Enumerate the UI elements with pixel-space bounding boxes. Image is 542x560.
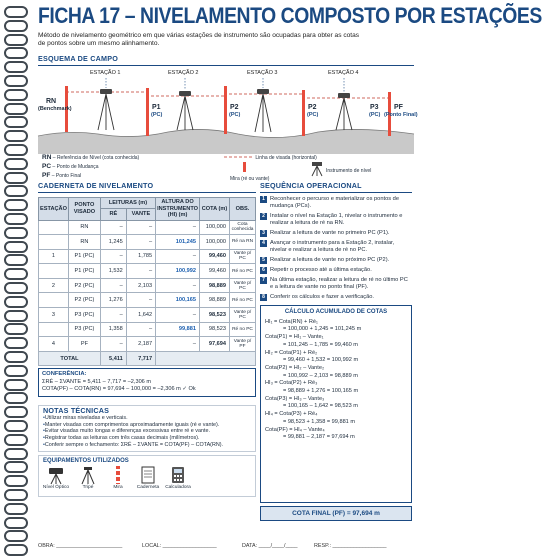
step-number: 5	[260, 257, 267, 264]
point-label-p2b: P2	[308, 104, 317, 111]
sequence-step	[260, 294, 412, 301]
legend-rn-key: RN	[42, 154, 52, 161]
left-column	[38, 181, 256, 497]
cell-obs: Ré no PC	[230, 293, 256, 308]
col-cota: COTA (m)	[200, 198, 230, 221]
legend-instrument	[310, 162, 324, 178]
step-number: 4	[260, 240, 267, 247]
resp-field[interactable]: RESP.: __________________	[314, 543, 387, 549]
step-number: 8	[260, 294, 267, 301]
cell-re: –	[100, 278, 126, 293]
cell-vante: 1,642	[126, 308, 155, 323]
step-text: Reconhecer o percurso e materializar os pontos de mudança (PCs).	[270, 196, 399, 209]
spiral-ring	[4, 144, 28, 156]
technical-notes	[38, 405, 256, 452]
calc-heading: CÁLCULO ACUMULADO DE COTAS	[284, 309, 388, 315]
rn-sub-label: (Benchmark)	[38, 106, 72, 112]
spiral-binding	[0, 0, 34, 560]
cell-obs: Ré no PC	[230, 322, 256, 337]
cell-point: P1 (PC)	[68, 264, 100, 279]
spiral-ring	[4, 61, 28, 73]
legend-pf-key: PF	[42, 172, 51, 179]
step-number: 3	[260, 230, 267, 237]
legend-staff	[243, 162, 246, 174]
col-readings: LEITURAS (m)	[100, 198, 155, 209]
step-text: Realizar a leitura de vante no primeiro PC (P1).	[270, 230, 390, 236]
cell-point: RN	[68, 235, 100, 250]
conference-line-2: COTA(PF) – COTA(RN) = 97,694 – 100,000 = –2,306 m ✓ Ok	[42, 386, 196, 393]
calc-line: Cota(P2) = HI₂ – Vante₂	[265, 364, 325, 371]
cell-obs: Ré na RN	[230, 235, 256, 250]
spiral-ring	[4, 544, 28, 556]
cell-cota: 99,460	[200, 249, 230, 264]
col-point: PONTO VISADO	[68, 198, 100, 221]
cell-obs: Vante p/ PC	[230, 308, 256, 323]
cell-station	[39, 264, 69, 279]
calc-line: Cota(PF) = HI₄ – Vante₄	[265, 426, 325, 433]
point-label-p1: P1	[152, 104, 161, 111]
col-vante: VANTE	[126, 209, 155, 220]
spiral-ring	[4, 185, 28, 197]
cell-point: P1 (PC)	[68, 249, 100, 264]
table-row	[39, 220, 256, 235]
cell-hi: –	[156, 308, 200, 323]
cell-hi: –	[156, 249, 200, 264]
note-item: • Manter visadas com comprimentos aproximadamente iguais (ré e vante).	[43, 422, 251, 429]
station-label-1: ESTAÇÃO 1	[90, 70, 121, 76]
step-number: 6	[260, 267, 267, 274]
cell-obs: Cota conhecida	[230, 220, 256, 235]
point-label-p2a: P2	[230, 104, 239, 111]
note-item: • Registrar todas as leituras com três casas decimais (milímetros).	[43, 435, 251, 442]
notebook-icon	[139, 466, 157, 484]
cell-vante: 1,785	[126, 249, 155, 264]
cell-total-re: 5,411	[100, 351, 126, 366]
cell-re: –	[100, 249, 126, 264]
rn-label: RN	[46, 98, 57, 105]
spiral-ring	[4, 503, 28, 515]
spiral-ring	[4, 227, 28, 239]
point-sub-p2a: (PC)	[229, 112, 241, 118]
legend-staff-text: Mira (ré ou vante)	[230, 176, 270, 182]
note-item: • Utilizar miras niveladas e verticais.	[43, 415, 251, 422]
station-label-2: ESTAÇÃO 2	[168, 70, 199, 76]
cell-point: P2 (PC)	[68, 278, 100, 293]
calc-line: = 98,889 + 1,276 = 100,165 m	[283, 388, 359, 395]
step-number: 7	[260, 277, 267, 284]
table-row	[39, 322, 256, 337]
spiral-ring	[4, 116, 28, 128]
spiral-ring	[4, 6, 28, 18]
equipment-level	[41, 466, 71, 490]
cumulative-calc-box	[260, 305, 412, 503]
cell-vante: 2,187	[126, 337, 155, 352]
station-label-4: ESTAÇÃO 4	[328, 70, 359, 76]
cell-re: 1,276	[100, 293, 126, 308]
sequence-step	[260, 196, 412, 210]
legend-pf-text: – Ponto Final	[51, 173, 82, 179]
calc-line: = 100,992 – 2,103 = 98,889 m	[283, 372, 358, 379]
table-total-row	[39, 351, 256, 366]
spiral-ring	[4, 365, 28, 377]
cell-hi: 100,165	[156, 293, 200, 308]
table-row	[39, 249, 256, 264]
cell-total-vante: 7,717	[126, 351, 155, 366]
spiral-ring	[4, 130, 28, 142]
calc-line: HI₄ = Cota(P3) + Ré₄	[265, 411, 318, 418]
station-label-3: ESTAÇÃO 3	[247, 70, 278, 76]
spiral-ring	[4, 517, 28, 529]
spiral-ring	[4, 461, 28, 473]
staff-rod-icon	[109, 466, 127, 484]
spiral-ring	[4, 34, 28, 46]
cell-hi: –	[156, 337, 200, 352]
sequence-step	[260, 267, 412, 274]
conference-box	[38, 368, 256, 397]
cell-station	[39, 293, 69, 308]
spiral-ring	[4, 351, 28, 363]
calc-line: = 98,523 + 1,358 = 99,881 m	[283, 418, 356, 425]
cell-station: 2	[39, 278, 69, 293]
table-row	[39, 264, 256, 279]
dashed-line-icon	[224, 155, 254, 159]
cell-obs: Vante p/ PC	[230, 249, 256, 264]
cell-cota: 98,523	[200, 308, 230, 323]
sequence-step	[260, 213, 412, 227]
step-text: Instalar o nível na Estação 1, nivelar o instrumento e realizar a leitura de ré na RN.	[270, 213, 403, 226]
cell-hi: 100,992	[156, 264, 200, 279]
spiral-ring	[4, 475, 28, 487]
calc-line: = 100,000 + 1,245 = 101,245 m	[283, 326, 362, 333]
intro-text: Método de nivelamento geométrico em que várias estações de instrumento são ocupadas para obter as cotas de pontos sobre um mesmo alinhamento.	[38, 32, 360, 47]
leveling-table	[38, 197, 256, 366]
cell-obs: Vante p/ PF	[230, 337, 256, 352]
note-item: • Evitar visadas muito longas e diferenças excessivas entre ré e vante.	[43, 428, 251, 435]
cell-hi: 99,881	[156, 322, 200, 337]
legend-instrument-text: Instrumento de nível	[326, 168, 372, 174]
spiral-ring	[4, 268, 28, 280]
legend-sight-line	[224, 155, 317, 161]
calc-line: = 99,881 – 2,187 = 97,694 m	[283, 434, 355, 441]
spiral-ring	[4, 254, 28, 266]
divider	[38, 65, 414, 66]
level-instrument-icon	[310, 162, 324, 176]
sequence-step	[260, 277, 412, 291]
spiral-ring	[4, 434, 28, 446]
obra-field[interactable]: OBRA: ______________________	[38, 543, 123, 549]
cell-point: P2 (PC)	[68, 293, 100, 308]
scheme-illustration	[38, 68, 414, 154]
cell-obs: Ré no PC	[230, 264, 256, 279]
cell-hi: –	[156, 278, 200, 293]
pf-label: PF	[394, 104, 403, 111]
cell-cota: 100,000	[200, 220, 230, 235]
cell-empty	[156, 351, 256, 366]
spiral-ring	[4, 47, 28, 59]
cell-point: RN	[68, 220, 100, 235]
equipment-calculator	[163, 466, 193, 490]
spiral-ring	[4, 323, 28, 335]
step-number: 2	[260, 213, 267, 220]
step-text: Realizar a leitura de vante no próximo PC (P2).	[270, 257, 390, 263]
sequence-steps	[260, 196, 412, 301]
spiral-ring	[4, 241, 28, 253]
spiral-ring	[4, 75, 28, 87]
col-station: ESTAÇÃO	[39, 198, 69, 221]
final-elevation: COTA FINAL (PF) = 97,694 m	[260, 506, 412, 521]
equipment-label: Tripé	[82, 484, 94, 490]
divider	[38, 192, 256, 193]
point-sub-p2b: (PC)	[307, 112, 319, 118]
cell-station: 3	[39, 308, 69, 323]
legend-rn-text: – Referência de Nível (cota conhecida)	[52, 155, 140, 161]
cell-obs: Vante p/ PC	[230, 278, 256, 293]
spiral-ring	[4, 89, 28, 101]
cell-station	[39, 220, 69, 235]
point-label-p3: P3	[370, 104, 379, 111]
cell-vante: 2,103	[126, 278, 155, 293]
sequence-heading: SEQUÊNCIA OPERACIONAL	[260, 181, 362, 190]
spiral-ring	[4, 420, 28, 432]
equipment-label: Mira	[113, 484, 123, 490]
cell-cota: 99,460	[200, 264, 230, 279]
cell-station: 1	[39, 249, 69, 264]
divider	[260, 192, 412, 193]
calc-line: HI₁ = Cota(RN) + Ré₁	[265, 318, 318, 325]
step-text: Conferir os cálculos e fazer a verificação.	[270, 294, 374, 300]
spiral-ring	[4, 213, 28, 225]
legend-pc-key: PC	[42, 163, 52, 170]
table-row	[39, 235, 256, 250]
cell-vante: –	[126, 235, 155, 250]
cell-re: 1,358	[100, 322, 126, 337]
table-row	[39, 278, 256, 293]
spiral-ring	[4, 103, 28, 115]
step-text: Na última estação, realizar a leitura de ré no último PC e a leitura de vante no ponto final (PF).	[270, 277, 408, 290]
note-item: • Conferir sempre o fechamento: ΣRÉ – ΣVANTE = COTA(PF) – COTA(RN).	[43, 442, 251, 449]
cell-vante: –	[126, 220, 155, 235]
equipment-notebook	[133, 466, 163, 490]
calc-line: Cota(P3) = HI₃ – Vante₃	[265, 395, 325, 402]
point-sub-p1: (PC)	[151, 112, 163, 118]
spiral-ring	[4, 337, 28, 349]
step-number: 1	[260, 196, 267, 203]
cell-vante: –	[126, 293, 155, 308]
notes-heading: NOTAS TÉCNICAS	[43, 405, 110, 415]
cell-cota: 98,523	[200, 322, 230, 337]
col-re: RÉ	[100, 209, 126, 220]
spiral-ring	[4, 172, 28, 184]
calculator-icon	[169, 466, 187, 484]
spiral-ring	[4, 448, 28, 460]
cell-hi: 101,245	[156, 235, 200, 250]
cell-vante: –	[126, 264, 155, 279]
spiral-ring	[4, 530, 28, 542]
table-row	[39, 308, 256, 323]
right-column	[260, 181, 412, 521]
col-hi: ALTURA DO INSTRUMENTO (HI) (m)	[157, 199, 198, 218]
point-sub-p3: (PC)	[369, 112, 381, 118]
spiral-ring	[4, 199, 28, 211]
equipment-label: Calculadora	[165, 484, 191, 490]
equipment-label: Caderneta	[136, 484, 160, 490]
field-scheme-diagram	[38, 68, 418, 154]
equipment-box	[38, 455, 256, 497]
page-title: FICHA 17 – NIVELAMENTO COMPOSTO POR ESTAÇÕES	[38, 3, 542, 28]
date-field[interactable]: DATA: ____/____/____	[242, 543, 298, 549]
cell-re: –	[100, 337, 126, 352]
optical-level-icon	[47, 466, 65, 484]
step-text: Avançar o instrumento para a Estação 2, instalar, nivelar e realizar a leitura de ré no PC.	[270, 240, 395, 253]
pf-sub-label: (Ponto Final)	[384, 112, 418, 118]
sequence-step	[260, 230, 412, 237]
equipment-staff	[103, 466, 133, 490]
cell-hi: –	[156, 220, 200, 235]
scheme-heading: ESQUEMA DE CAMPO	[38, 54, 119, 63]
table-row	[39, 337, 256, 352]
cell-point: P3 (PC)	[68, 322, 100, 337]
spiral-ring	[4, 296, 28, 308]
cell-cota: 98,889	[200, 293, 230, 308]
cell-station: 4	[39, 337, 69, 352]
cell-point: P3 (PC)	[68, 308, 100, 323]
spiral-ring	[4, 392, 28, 404]
spiral-ring	[4, 158, 28, 170]
spiral-ring	[4, 20, 28, 32]
staff-icon	[243, 162, 246, 172]
cell-total-label: TOTAL	[39, 351, 101, 366]
col-obs: OBS.	[230, 198, 256, 221]
spiral-ring	[4, 379, 28, 391]
conference-heading: CONFERÊNCIA:	[42, 371, 87, 378]
spiral-ring	[4, 406, 28, 418]
spiral-ring	[4, 489, 28, 501]
equipment-heading: EQUIPAMENTOS UTILIZADOS	[43, 457, 129, 464]
cell-station	[39, 235, 69, 250]
cell-cota: 98,889	[200, 278, 230, 293]
cell-cota: 100,000	[200, 235, 230, 250]
step-text: Repetir o processo até a última estação.	[270, 267, 372, 273]
tripod-icon	[79, 466, 97, 484]
calc-line: = 99,460 + 1,532 = 100,992 m	[283, 357, 359, 364]
table-row	[39, 293, 256, 308]
local-field[interactable]: LOCAL: __________________	[142, 543, 217, 549]
equipment-label: Nível Óptico	[42, 484, 70, 490]
legend-pc-text: – Ponto de Mudança	[52, 164, 99, 170]
cell-vante: –	[126, 322, 155, 337]
legend-sight-text: Linha de visada (horizontal)	[255, 155, 317, 161]
cell-re: –	[100, 308, 126, 323]
calc-line: HI₂ = Cota(P1) + Ré₂	[265, 349, 318, 356]
cell-re: 1,532	[100, 264, 126, 279]
spiral-ring	[4, 282, 28, 294]
calc-line: = 101,245 – 1,785 = 99,460 m	[283, 341, 358, 348]
cell-station	[39, 322, 69, 337]
sequence-step	[260, 257, 412, 264]
calc-line: HI₃ = Cota(P2) + Ré₃	[265, 380, 318, 387]
cell-cota: 97,694	[200, 337, 230, 352]
equipment-tripod	[73, 466, 103, 490]
cell-re: 1,245	[100, 235, 126, 250]
cell-point: PF	[68, 337, 100, 352]
spiral-ring	[4, 310, 28, 322]
conference-line-1: ΣRÉ – ΣVANTE = 5,411 – 7,717 = –2,306 m	[42, 378, 152, 385]
cell-re: –	[100, 220, 126, 235]
sequence-step	[260, 240, 412, 254]
scheme-legend	[38, 154, 414, 184]
table-heading: CADERNETA DE NIVELAMENTO	[38, 181, 154, 190]
calc-line: = 100,165 – 1,642 = 98,523 m	[283, 403, 358, 410]
calc-line: Cota(P1) = HI₁ – Vante₁	[265, 334, 324, 341]
